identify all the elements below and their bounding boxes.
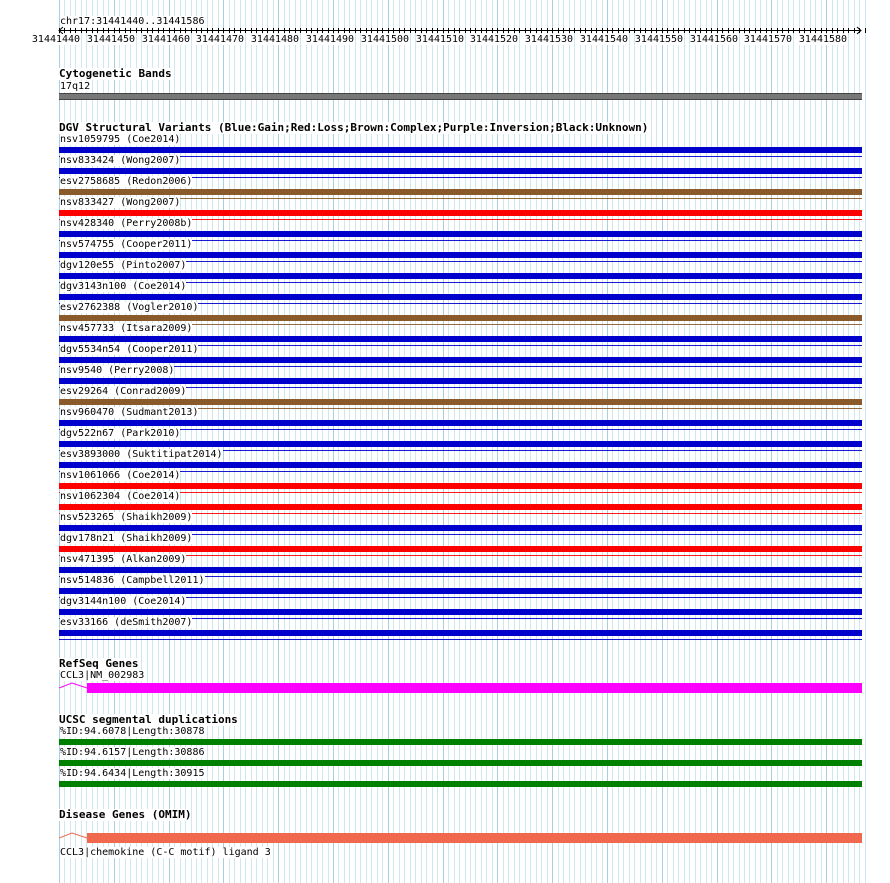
dgv-feature-label[interactable]: esv33166 (deSmith2007) [60,617,193,628]
dgv-feature-bar[interactable] [59,462,862,468]
cytoband-label[interactable]: 17q12 [60,81,91,92]
dgv-feature-bar[interactable] [59,399,862,405]
ruler-tick-label: 31441580 [798,34,848,45]
dgv-feature-label[interactable]: nsv960470 (Sudmant2013) [60,407,199,418]
ruler-tick-label: 31441510 [415,34,465,45]
dgv-feature-label[interactable]: nsv1062304 (Coe2014) [60,491,181,502]
omim-intron-connector [59,832,89,844]
ruler-tick-label: 31441450 [86,34,136,45]
ruler-tick-label: 31441570 [743,34,793,45]
dgv-feature-label[interactable]: dgv178n21 (Shaikh2009) [60,533,193,544]
dgv-feature-bar[interactable] [59,525,862,531]
refseq-track-title: RefSeq Genes [59,657,139,670]
dgv-feature-label[interactable]: dgv5534n54 (Cooper2011) [60,344,199,355]
segdup-feature-bar[interactable] [59,760,862,766]
dgv-feature-label[interactable]: dgv522n67 (Park2010) [60,428,181,439]
dgv-feature-label[interactable]: esv2758685 (Redon2006) [60,176,193,187]
dgv-feature-bar[interactable] [59,546,862,552]
ruler-label: chr17:31441440..31441586 [60,16,205,27]
ruler-tick-label: 31441530 [524,34,574,45]
dgv-feature-bar[interactable] [59,294,862,300]
ruler-tick-label: 31441460 [141,34,191,45]
segdup-feature-label[interactable]: %ID:94.6157|Length:30886 [60,747,205,758]
dgv-row-divider [59,639,862,640]
cytoband-track-title: Cytogenetic Bands [59,67,172,80]
refseq-intron-connector [59,682,89,694]
dgv-track-title: DGV Structural Variants (Blue:Gain;Red:Loss;Brown:Complex;Purple:Inversion;Black:Unknown) [59,121,649,134]
dgv-row-divider [59,366,862,367]
dgv-feature-label[interactable]: nsv574755 (Cooper2011) [60,239,193,250]
ruler-tick-label: 31441520 [469,34,519,45]
dgv-feature-bar[interactable] [59,378,862,384]
dgv-feature-bar[interactable] [59,336,862,342]
dgv-feature-bar[interactable] [59,420,862,426]
dgv-feature-bar[interactable] [59,231,862,237]
dgv-feature-bar[interactable] [59,189,862,195]
dgv-feature-bar[interactable] [59,357,862,363]
ruler-tick-label: 31441560 [689,34,739,45]
dgv-feature-label[interactable]: esv2762388 (Vogler2010) [60,302,199,313]
dgv-feature-bar[interactable] [59,210,862,216]
dgv-feature-label[interactable]: nsv9540 (Perry2008) [60,365,175,376]
dgv-feature-bar[interactable] [59,630,862,636]
dgv-feature-label[interactable]: dgv3143n100 (Coe2014) [60,281,187,292]
dgv-feature-label[interactable]: nsv514836 (Campbell2011) [60,575,205,586]
omim-track-title: Disease Genes (OMIM) [59,808,192,821]
dgv-feature-bar[interactable] [59,609,862,615]
dgv-feature-bar[interactable] [59,483,862,489]
ruler-tick-label: 31441540 [579,34,629,45]
dgv-feature-bar[interactable] [59,315,862,321]
dgv-feature-bar[interactable] [59,441,862,447]
dgv-feature-label[interactable]: dgv3144n100 (Coe2014) [60,596,187,607]
omim-gene-bar[interactable] [87,833,862,843]
segdup-feature-bar[interactable] [59,781,862,787]
dgv-feature-label[interactable]: nsv1059795 (Coe2014) [60,134,181,145]
dgv-feature-label[interactable]: dgv120e55 (Pinto2007) [60,260,187,271]
ruler-tick-label: 31441440 [31,34,81,45]
ruler-tick-label: 31441470 [195,34,245,45]
dgv-feature-bar[interactable] [59,252,862,258]
dgv-feature-bar[interactable] [59,168,862,174]
ruler-tick-label: 31441500 [360,34,410,45]
refseq-exon-bar[interactable] [87,683,862,693]
dgv-feature-label[interactable]: esv3893000 (Suktitipat2014) [60,449,223,460]
dgv-feature-bar[interactable] [59,567,862,573]
ruler-tick-label: 31441490 [305,34,355,45]
dgv-feature-label[interactable]: nsv833427 (Wong2007) [60,197,181,208]
dgv-feature-bar[interactable] [59,588,862,594]
ruler-tick-label: 31441550 [634,34,684,45]
dgv-feature-bar[interactable] [59,273,862,279]
refseq-gene-label[interactable]: CCL3|NM_002983 [60,670,145,681]
segdup-feature-label[interactable]: %ID:94.6078|Length:30878 [60,726,205,737]
dgv-feature-label[interactable]: nsv457733 (Itsara2009) [60,323,193,334]
ruler-tick-label: 31441480 [250,34,300,45]
dgv-feature-label[interactable]: nsv428340 (Perry2008b) [60,218,193,229]
dgv-feature-label[interactable]: nsv471395 (Alkan2009) [60,554,187,565]
dgv-feature-bar[interactable] [59,147,862,153]
cytoband-bar[interactable] [59,93,862,100]
dgv-feature-label[interactable]: nsv523265 (Shaikh2009) [60,512,193,523]
dgv-feature-label[interactable]: nsv833424 (Wong2007) [60,155,181,166]
omim-gene-label[interactable]: CCL3|chemokine (C-C motif) ligand 3 [60,847,271,858]
dgv-feature-label[interactable]: esv29264 (Conrad2009) [60,386,187,397]
dgv-feature-label[interactable]: nsv1061066 (Coe2014) [60,470,181,481]
segdup-track-title: UCSC segmental duplications [59,713,238,726]
segdup-feature-label[interactable]: %ID:94.6434|Length:30915 [60,768,205,779]
segdup-feature-bar[interactable] [59,739,862,745]
dgv-feature-bar[interactable] [59,504,862,510]
